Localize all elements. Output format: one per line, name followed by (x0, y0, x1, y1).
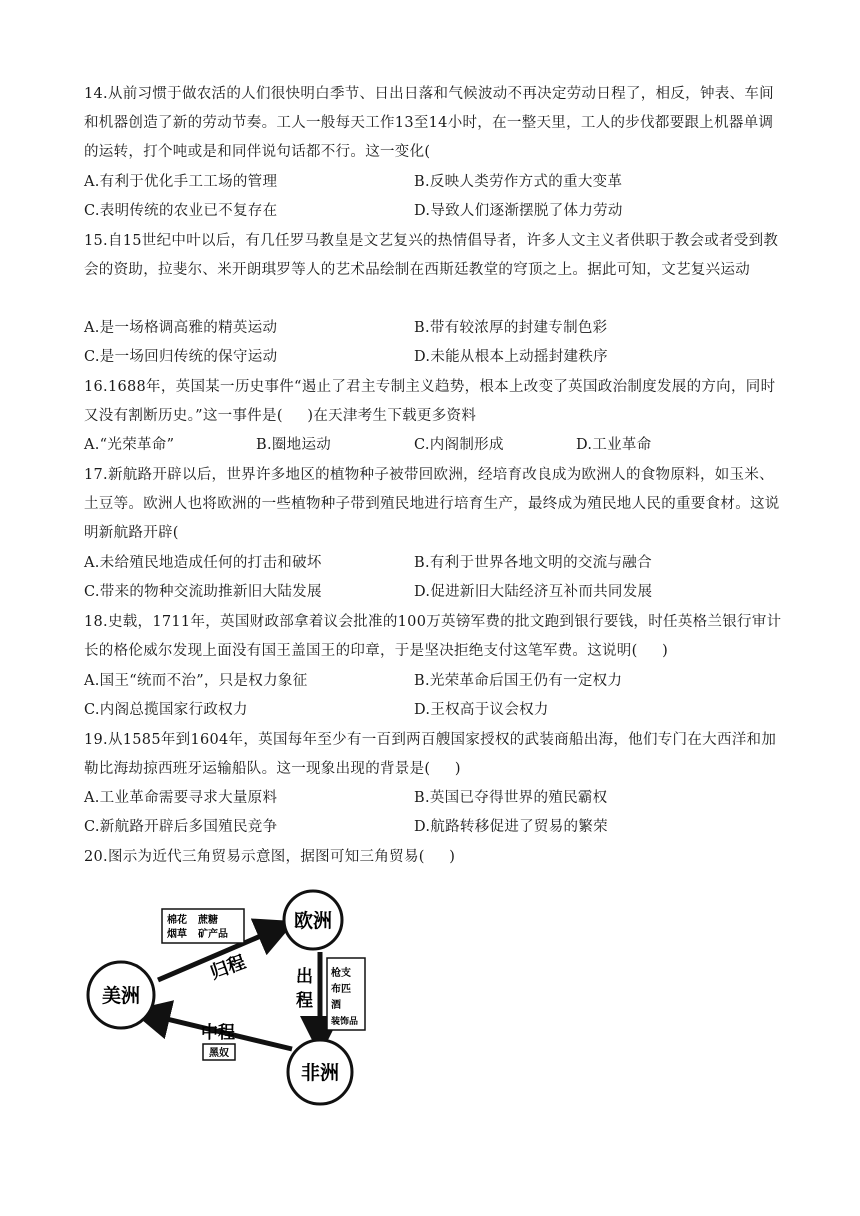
question-18-option-c[interactable]: C.内阁总揽国家行政权力 (84, 702, 248, 718)
question-19-option-d[interactable]: D.航路转移促进了贸易的繁荣 (414, 819, 608, 835)
svg-text:美洲: 美洲 (101, 986, 141, 1007)
question-16-option-a[interactable]: A.“光荣革命” (84, 437, 175, 453)
question-19-option-c[interactable]: C.新航路开辟后多国殖民竞争 (84, 819, 278, 835)
svg-text:欧洲: 欧洲 (293, 911, 333, 932)
question-16-option-c[interactable]: C.内阁制形成 (414, 437, 504, 453)
question-15-option-d[interactable]: D.未能从根本上动摇封建秩序 (414, 349, 608, 365)
question-17-stem: 17.新航路开辟以后，世界许多地区的植物种子被带回欧洲，经培育改良成为欧洲人的食物原料，如玉米、土豆等。欧洲人也将欧洲的一些植物种子带到殖民地进行培育生产，最终成为殖民地人民的重要食材。这说明新航路开辟( (84, 467, 780, 541)
middle-cargo-box (203, 1044, 235, 1060)
question-15-stem: 15.自15世纪中叶以后，有几任罗马教皇是文艺复兴的热情倡导者，许多人文主义者供职于教会或者受到教会的资助，拉斐尔、米开朗琪罗等人的艺术品绘制在西斯廷教堂的穹顶之上。据此可知，文艺复兴运动 (84, 233, 779, 278)
svg-text:布匹: 布匹 (331, 984, 351, 995)
question-17-option-a[interactable]: A.未给殖民地造成任何的打击和破坏 (84, 555, 322, 571)
question-18-option-a[interactable]: A.国王“统而不治”，只是权力象征 (84, 673, 308, 689)
question-16-option-d[interactable]: D.工业革命 (576, 437, 652, 453)
question-17-option-c[interactable]: C.带来的物种交流助推新旧大陆发展 (84, 584, 322, 600)
question-15-option-c[interactable]: C.是一场回归传统的保守运动 (84, 349, 278, 365)
outbound-cargo-box (327, 958, 365, 1030)
question-14-option-b[interactable]: B.反映人类劳作方式的重大变革 (414, 174, 623, 190)
svg-text:酒: 酒 (331, 1000, 341, 1011)
question-14-stem: 14.从前习惯于做农活的人们很快明白季节、日出日落和气候波动不再决定劳动日程了，相反，钟表、车间和机器创造了新的劳动节奏。工人一般每天工作13至14小时，在一整天里，工人的步伐都要跟上机器单调的运转，打个吨或是和同伴说句话都不行。这一变化( (84, 86, 774, 160)
triangle-trade-diagram (80, 884, 400, 1129)
svg-text:黑奴: 黑奴 (209, 1048, 229, 1059)
question-18-option-b[interactable]: B.光荣革命后国王仍有一定权力 (414, 673, 623, 689)
svg-text:蔗糖: 蔗糖 (198, 915, 218, 926)
middle-route-label: 中程 (201, 1023, 235, 1042)
question-18-stem: 18.史载，1711年，英国财政部拿着议会批准的100万英镑军费的批文跑到银行要钱，时任英格兰银行审计长的格伦威尔发现上面没有国王盖国王的印章，于是坚决拒绝支付这笔军费。这说明( ) (84, 614, 782, 659)
question-19-stem: 19.从1585年到1604年，英国每年至少有一百到两百艘国家授权的武装商船出海，他们专门在大西洋和加勒比海劫掠西班牙运输船队。这一现象出现的背景是( ) (84, 732, 777, 777)
svg-text:烟草: 烟草 (167, 929, 187, 940)
question-16-stem: 16.1688年，英国某一历史事件“遏止了君主专制主义趋势，根本上改变了英国政治制度发展的方向，同时又没有割断历史。”这一事件是( )在天津考生下载更多资料 (84, 379, 776, 424)
return-cargo-box (162, 909, 244, 943)
question-14-option-d[interactable]: D.导致人们逐渐摆脱了体力劳动 (414, 203, 623, 219)
question-14-option-c[interactable]: C.表明传统的农业已不复存在 (84, 203, 278, 219)
question-14-option-a[interactable]: A.有利于优化手工工场的管理 (84, 174, 278, 190)
svg-text:枪支: 枪支 (331, 968, 351, 979)
svg-text:出: 出 (296, 967, 313, 986)
return-route-label: 归程 (207, 951, 249, 983)
svg-text:棉花: 棉花 (167, 915, 187, 926)
question-17-option-d[interactable]: D.促进新旧大陆经济互补而共同发展 (414, 584, 653, 600)
svg-text:程: 程 (296, 991, 313, 1010)
node-europe (284, 891, 342, 949)
question-20-stem: 20.图示为近代三角贸易示意图，据图可知三角贸易( ) (84, 849, 456, 865)
question-15-option-a[interactable]: A.是一场格调高雅的精英运动 (84, 320, 278, 336)
question-15-option-b[interactable]: B.带有较浓厚的封建专制色彩 (414, 320, 608, 336)
outbound-route-label (296, 966, 313, 1010)
svg-text:非洲: 非洲 (300, 1063, 340, 1084)
question-16-option-b[interactable]: B.圈地运动 (256, 437, 332, 453)
svg-text:矿产品: 矿产品 (198, 929, 228, 940)
node-americas (88, 962, 154, 1028)
node-africa (288, 1040, 352, 1104)
question-18-option-d[interactable]: D.王权高于议会权力 (414, 702, 549, 718)
question-19-option-b[interactable]: B.英国已夺得世界的殖民霸权 (414, 790, 608, 806)
question-19-option-a[interactable]: A.工业革命需要寻求大量原料 (84, 790, 278, 806)
question-17-option-b[interactable]: B.有利于世界各地文明的交流与融合 (414, 555, 652, 571)
svg-text:装饰品: 装饰品 (331, 1016, 359, 1026)
